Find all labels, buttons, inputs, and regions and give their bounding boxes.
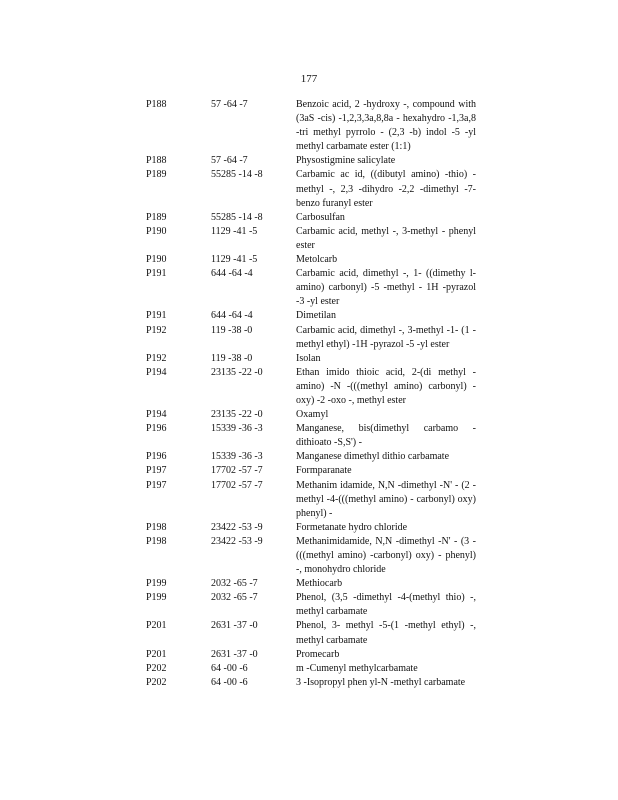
hazardous-waste-table: [146, 98, 476, 690]
table-row: [146, 577, 476, 591]
substance-name: m -Cumenyl methylcarbamate: [296, 662, 418, 674]
waste-code: P189: [146, 211, 167, 223]
substance-name: Carbosulfan: [296, 211, 345, 223]
substance-name: Methanimidamide, N,N -dimethyl -N' - (3 -(((methyl amino) -carbonyl) oxy) - phenyl) -, monohydro chloride: [296, 535, 476, 576]
waste-code: P201: [146, 648, 167, 660]
cas-number: 64 -00 -6: [211, 662, 248, 674]
table-row: [146, 648, 476, 662]
cas-number: 15339 -36 -3: [211, 423, 263, 435]
table-row: [146, 408, 476, 422]
substance-name: Carbamic acid, methyl -, 3-methyl - phenyl ester: [296, 225, 476, 251]
cas-number: 1129 -41 -5: [211, 225, 258, 237]
waste-code: P201: [146, 620, 167, 632]
waste-code: P202: [146, 676, 167, 688]
substance-name: Methiocarb: [296, 578, 343, 590]
substance-name: Manganese dimethyl dithio carbamate: [296, 451, 450, 463]
substance-name: 3 -Isopropyl phen yl-N -methyl carbamate: [296, 676, 466, 688]
table-row: [146, 450, 476, 464]
substance-name: Phenol, (3,5 -dimethyl -4-(methyl thio) -, methyl carbamate: [296, 592, 476, 618]
cas-number: 644 -64 -4: [211, 268, 253, 280]
table-row: [146, 211, 476, 225]
cas-number: 23135 -22 -0: [211, 366, 263, 378]
table-row: [146, 422, 476, 450]
table-row: [146, 676, 476, 690]
substance-name: Dimetilan: [296, 310, 336, 322]
table-row: [146, 352, 476, 366]
cas-number: 119 -38 -0: [211, 324, 253, 336]
waste-code: P194: [146, 409, 167, 421]
table-row: [146, 521, 476, 535]
cas-number: 15339 -36 -3: [211, 451, 263, 463]
table-row: [146, 662, 476, 676]
waste-code: P196: [146, 423, 167, 435]
table-row: [146, 309, 476, 323]
substance-name: Formetanate hydro chloride: [296, 521, 408, 533]
cas-number: 55285 -14 -8: [211, 169, 263, 181]
waste-code: P192: [146, 352, 167, 364]
cas-number: 57 -64 -7: [211, 99, 248, 110]
substance-name: Isolan: [296, 352, 321, 364]
table-row: [146, 267, 476, 309]
waste-code: P202: [146, 662, 167, 674]
waste-code: P196: [146, 451, 167, 463]
table-row: [146, 619, 476, 647]
substance-name: Oxamyl: [296, 409, 329, 421]
substance-name: Benzoic acid, 2 -hydroxy -, compound with (3aS -cis) -1,2,3,3a,8,8a - hexahydro -1,3a,8 -tri methyl pyrrolo - (2,3 -b) indol -5 -yl methyl carbamate ester (1:1): [296, 99, 476, 153]
waste-code: P190: [146, 225, 167, 237]
substance-name: Physostigmine salicylate: [296, 155, 396, 167]
waste-code: P191: [146, 310, 167, 322]
waste-code: P192: [146, 324, 167, 336]
page-number: 177: [300, 73, 318, 85]
substance-name: Phenol, 3- methyl -5-(1 -methyl ethyl) -, methyl carbamate: [296, 620, 476, 646]
table-row: [146, 324, 476, 352]
table-row: [146, 253, 476, 267]
waste-code: P199: [146, 578, 167, 590]
cas-number: 644 -64 -4: [211, 310, 253, 322]
cas-number: 23135 -22 -0: [211, 409, 263, 421]
substance-name: Carbamic ac id, ((dibutyl amino) -thio) - methyl -, 2,3 -dihydro -2,2 -dimethyl -7- benzo furanyl ester: [296, 169, 476, 209]
cas-number: 2631 -37 -0: [211, 648, 258, 660]
waste-code: P194: [146, 366, 167, 378]
substance-name: Methanim idamide, N,N -dimethyl -N' - (2 -methyl -4-(((methyl amino) - carbonyl) oxy) phenyl) -: [296, 479, 476, 519]
table-row: [146, 591, 476, 619]
table-row: [146, 98, 476, 154]
substance-name: Formparanate: [296, 465, 352, 477]
table-row: [146, 479, 476, 521]
cas-number: 17702 -57 -7: [211, 465, 263, 477]
substance-name: Promecarb: [296, 648, 340, 660]
waste-code: P198: [146, 521, 167, 533]
table-row: [146, 535, 476, 577]
waste-code: P190: [146, 254, 167, 266]
waste-code: P189: [146, 169, 167, 181]
cas-number: 23422 -53 -9: [211, 521, 263, 533]
cas-number: 23422 -53 -9: [211, 535, 263, 547]
cas-number: 57 -64 -7: [211, 155, 248, 167]
waste-code: P188: [146, 99, 167, 110]
cas-number: 2631 -37 -0: [211, 620, 258, 632]
substance-name: Manganese, bis(dimethyl carbamo - dithioato -S,S') -: [296, 423, 476, 449]
cas-number: 119 -38 -0: [211, 352, 253, 364]
table-row: [146, 225, 476, 253]
waste-code: P199: [146, 592, 167, 604]
cas-number: 55285 -14 -8: [211, 211, 263, 223]
table-row: [146, 168, 476, 210]
cas-number: 17702 -57 -7: [211, 479, 263, 491]
table-row: [146, 366, 476, 408]
substance-name: Ethan imido thioic acid, 2-(di methyl - amino) -N -(((methyl amino) carbonyl) - oxy) -2 -oxo -, methyl ester: [296, 366, 476, 406]
waste-code: P197: [146, 479, 167, 491]
substance-name: Metolcarb: [296, 254, 338, 266]
cas-number: 64 -00 -6: [211, 676, 248, 688]
cas-number: 2032 -65 -7: [211, 578, 258, 590]
waste-code: P197: [146, 465, 167, 477]
waste-code: P188: [146, 155, 167, 167]
table-row: [146, 154, 476, 168]
cas-number: 1129 -41 -5: [211, 254, 258, 266]
table-row: [146, 464, 476, 478]
waste-code: P191: [146, 268, 167, 280]
substance-name: Carbamic acid, dimethyl -, 3-methyl -1- (1 -methyl ethyl) -1H -pyrazol -5 -yl ester: [296, 324, 476, 350]
substance-name: Carbamic acid, dimethyl -, 1- ((dimethy l-amino) carbonyl) -5 -methyl - 1H -pyrazol -3 -yl ester: [296, 268, 476, 308]
waste-code: P198: [146, 535, 167, 547]
cas-number: 2032 -65 -7: [211, 592, 258, 604]
